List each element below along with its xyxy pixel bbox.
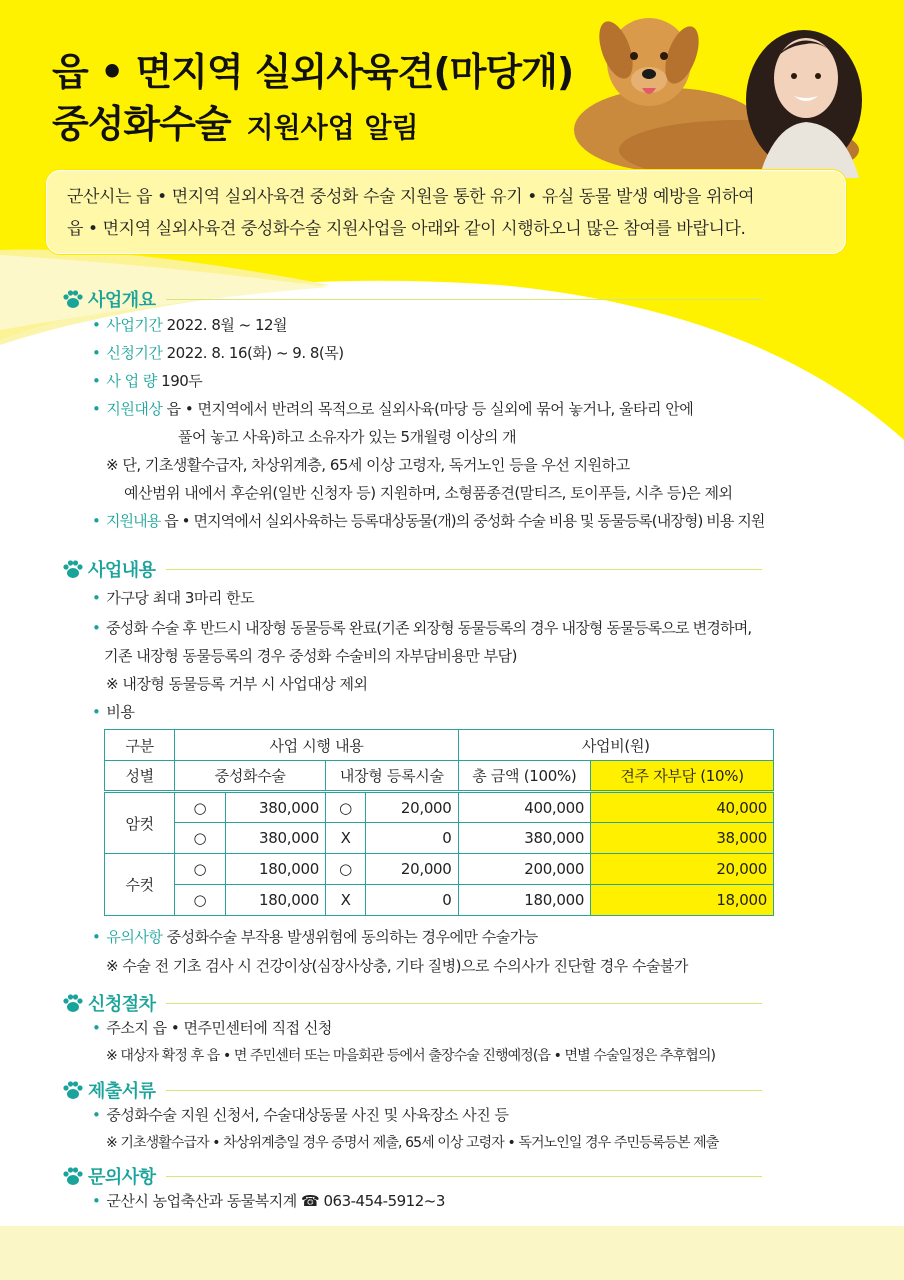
title-sub: 지원사업 알림 bbox=[246, 111, 419, 144]
paw-icon bbox=[62, 1166, 84, 1186]
details-item-2: • 중성화 수술 후 반드시 내장형 동물등록 완료(기존 외장형 동물등록의 경우 내장형 동물등록으로 변경하며, bbox=[92, 619, 752, 637]
dog-and-owner-illustration bbox=[554, 0, 904, 178]
overview-note-1: ※ 단, 기초생활수급자, 차상위계층, 65세 이상 고령자, 독거노인 등을 우선 지원하고 bbox=[106, 456, 630, 474]
procedure-note: ※ 대상자 확정 후 읍 • 면 주민센터 또는 마을회관 등에서 출장수술 진행예정(읍 • 면별 수술일정은 추후협의) bbox=[106, 1048, 716, 1064]
section-procedure-header bbox=[62, 990, 762, 1016]
details-note: ※ 내장형 동물등록 거부 시 사업대상 제외 bbox=[106, 675, 368, 693]
overview-apply: • 신청기간 2022. 8. 16(화) ~ 9. 8(목) bbox=[92, 344, 344, 362]
section-title: 문의사항 bbox=[88, 1167, 156, 1188]
overview-target-cont: 풀어 놓고 사육)하고 소유자가 있는 5개월령 이상의 개 bbox=[178, 428, 517, 446]
table-subheader-row: 성별 중성화수술 내장형 등록시술 총 금액 (100%) 견주 자부담 (10%) bbox=[105, 761, 774, 792]
paw-icon bbox=[62, 289, 84, 309]
details-item-2-cont: 기존 내장형 동물등록의 경우 중성화 수술비의 자부담비용만 부담) bbox=[104, 647, 517, 665]
details-cost: • 비용 bbox=[92, 703, 135, 721]
title-line-2: 중성화수술 지원사업 알림 bbox=[52, 102, 419, 146]
poster-title bbox=[52, 48, 573, 156]
intro-box bbox=[46, 170, 846, 254]
documents-note: ※ 기초생활수급자 • 차상위계층일 경우 증명서 제출, 65세 이상 고령자 • 독거노인일 경우 주민등록등본 제출 bbox=[106, 1135, 719, 1151]
table-row: 암컷 ○ 380,000 ○ 20,000 400,000 40,000 bbox=[105, 792, 774, 823]
section-title: 제출서류 bbox=[88, 1081, 156, 1102]
cost-table bbox=[104, 729, 774, 916]
overview-content: • 지원내용 읍 • 면지역에서 실외사육하는 등록대상동물(개)의 중성화 수술 비용 및 동물등록(내장형) 비용 지원 bbox=[92, 512, 765, 530]
overview-qty: • 사 업 량 190두 bbox=[92, 372, 203, 390]
details-item-1: • 가구당 최대 3마리 한도 bbox=[92, 589, 255, 607]
paw-icon bbox=[62, 1080, 84, 1100]
paw-icon bbox=[62, 993, 84, 1013]
overview-period: • 사업기간 2022. 8월 ~ 12월 bbox=[92, 316, 288, 334]
procedure-item: • 주소지 읍 • 면주민센터에 직접 신청 bbox=[92, 1019, 332, 1037]
section-documents-header bbox=[62, 1077, 762, 1103]
section-title: 신청절차 bbox=[88, 994, 156, 1015]
section-details-header bbox=[62, 556, 762, 582]
section-title: 사업개요 bbox=[88, 290, 156, 311]
table-row: ○ 380,000 X 0 380,000 38,000 bbox=[105, 823, 774, 854]
title-line-1: 읍 • 면지역 실외사육견(마당개) bbox=[52, 50, 574, 94]
overview-note-2: 예산범위 내에서 후순위(일반 신청자 등) 지원하며, 소형품종견(말티즈, 토이푸들, 시추 등)은 제외 bbox=[124, 484, 733, 502]
table-row: ○ 180,000 X 0 180,000 18,000 bbox=[105, 885, 774, 916]
overview-target: • 지원대상 읍 • 면지역에서 반려의 목적으로 실외사육(마당 등 실외에 묶어 놓거나, 울타리 안에 bbox=[92, 400, 694, 418]
paw-icon bbox=[62, 559, 84, 579]
table-header-row: 구분 사업 시행 내용 사업비(원) bbox=[105, 730, 774, 761]
documents-item: • 중성화수술 지원 신청서, 수술대상동물 사진 및 사육장소 사진 등 bbox=[92, 1106, 509, 1124]
details-caution-note: ※ 수술 전 기초 검사 시 건강이상(심장사상충, 기타 질병)으로 수의사가 진단할 경우 수술불가 bbox=[106, 957, 688, 975]
intro-line-2: 읍 • 면지역 실외사육견 중성화수술 지원사업을 아래와 같이 시행하오니 많은 참여를 바랍니다. bbox=[67, 219, 746, 239]
contact-text: • 군산시 농업축산과 동물복지계 ☎ 063-454-5912~3 bbox=[92, 1192, 445, 1210]
details-caution: • 유의사항 중성화수술 부작용 발생위험에 동의하는 경우에만 수술가능 bbox=[92, 928, 538, 946]
section-title: 사업내용 bbox=[88, 560, 156, 581]
table-row: 수컷 ○ 180,000 ○ 20,000 200,000 20,000 bbox=[105, 854, 774, 885]
intro-line-1: 군산시는 읍 • 면지역 실외사육견 중성화 수술 지원을 통한 유기 • 유실 동물 발생 예방을 위하여 bbox=[67, 187, 755, 207]
section-contact-header bbox=[62, 1163, 762, 1189]
section-overview-header bbox=[62, 286, 762, 312]
